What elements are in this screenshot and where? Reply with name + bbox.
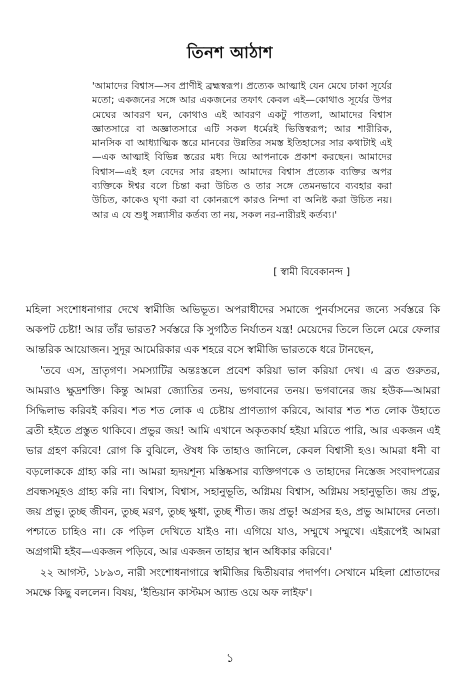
quote-attribution: [ স্বামী বিবেকানন্দ ] xyxy=(273,267,350,278)
paragraph-1: মহিলা সংশোধনাগার দেখে স্বামীজি অভিভূত। অপরাধীদের সমাজে পুনর্বাসনের জন্যে সর্বস্তরে কি অকপট চেষ্টা! আর তাঁর ভারত? সর্বস্তরে কি সুগঠিত নির্যাতন যন্ত্র! মেয়েদের তিলে তিলে মেরে ফেলার আন্তরিক আয়োজন। সুদূর আমেরিকার এক শহরে বসে স্বামীজি ভারতকে ধরে টানছেন, xyxy=(26,304,440,357)
page-number: ১ xyxy=(226,651,234,665)
paragraph-3: ২২ আগস্ট, ১৮৯৩, নারী সংশোধনাগারে স্বামীজির দ্বিতীয়বার পদার্পণ। সেখানে মহিলা শ্রোতাদের সমক্ষে কিছু বললেন। বিষয়, 'ইন্ডিয়ান কাস্টমস অ্যান্ড ওয়ে অফ লাইফ'। xyxy=(26,566,440,599)
paragraph-2: 'তবে এস, ভ্রাতৃগণ। সমস্যাটির অন্তঃস্তলে প্রবেশ করিয়া ভাল করিয়া দেখ। এ ব্রত গুরুতর, আমরাও ক্ষুদ্রশক্তি। কিন্তু আমরা জ্যোতির তনয়, ভগবানের তনয়। ভগবানের জয় হউক—আমরা সিদ্ধিলাভ করিবই করিব। শত শত লোক এ চেষ্টায় প্রাণত্যাগ করিবে, আবার শত শত লোক উহাতে ব্রতী হইতে প্রস্তুত থাকিবে। প্রভুর জয়! আমি এখানে অকৃতকার্য হইয়া মরিতে পারি, আর একজন এই ভার গ্রহণ করিবে! রোগ কি বুঝিলে, ঔষধ কি তাহাও জানিলে, কেবল বিশ্বাসী হও। আমরা ধনী বা বড়লোককে গ্রাহ্য করি না। আমরা হৃদয়শূন্য মস্তিষ্কসার ব্যক্তিগণকে ও তাহাদের নিস্তেজ সংবাদপত্রের প্রবন্ধসমূহও গ্রাহ্য করি না। বিশ্বাস, বিশ্বাস, সহানুভূতি, অগ্নিময় বিশ্বাস, অগ্নিময় সহানুভূতি। জয় প্রভু, জয় প্রভু। তুচ্ছ জীবন, তুচ্ছ মরণ, তুচ্ছ ক্ষুধা, তুচ্ছ শীত। জয় প্রভু! অগ্রসর হও, প্রভু আমাদের নেতা। পশ্চাতে চাহিও না। কে পড়িল দেখিতে যাইও না। এগিয়ে যাও, সম্মুখে সম্মুখে। এইরূপেই আমরা অগ্রগামী হইব—একজন পড়িবে, আর একজন তাহার স্থান অধিকার করিবে।' xyxy=(26,364,440,559)
chapter-title: তিনশ আঠাশ xyxy=(187,43,273,62)
body-text xyxy=(26,300,440,603)
epigraph-quote: 'আমাদের বিশ্বাস—সব প্রাণীই ব্রহ্মস্বরূপ। প্রত্যেক আত্মাই যেন মেঘে ঢাকা সূর্যের মতো; একজনের সঙ্গে আর একজনের তফাৎ কেবল এই—কোথাও সূর্যের উপর মেঘের আবরণ ঘন, কোথাও এই আবরণ একটু পাতলা, আমাদের বিশ্বাস জ্ঞাতসারে বা অজ্ঞাতসারে এটি সকল ধর্মেরই ভিত্তিস্বরূপ; আর শারীরিক, মানসিক বা আধ্যাত্মিক স্তরে মানবের উন্নতির সমস্ত ইতিহাসের সার কথাটাই এই—এক আত্মাই বিভিন্ন স্তরের মধ্য দিয়ে আপনাকে প্রকাশ করছেন। আমাদের বিশ্বাস—এই হল বেদের সার রহস্য। আমাদের বিশ্বাস প্রত্যেক ব্যক্তির অপর ব্যক্তিকে ঈশ্বর বলে চিন্তা করা উচিত ও তার সঙ্গে তেমনভাবে ব্যবহার করা উচিত, কাকেও ঘৃণা করা বা কোনরূপে কারও নিন্দা বা অনিষ্ট করা উচিত নয়। আর এ যে শুধু সন্ন্যাসীর কর্তব্য তা নয়, সকল নর-নারীরই কর্তব্য।' xyxy=(92,81,392,221)
